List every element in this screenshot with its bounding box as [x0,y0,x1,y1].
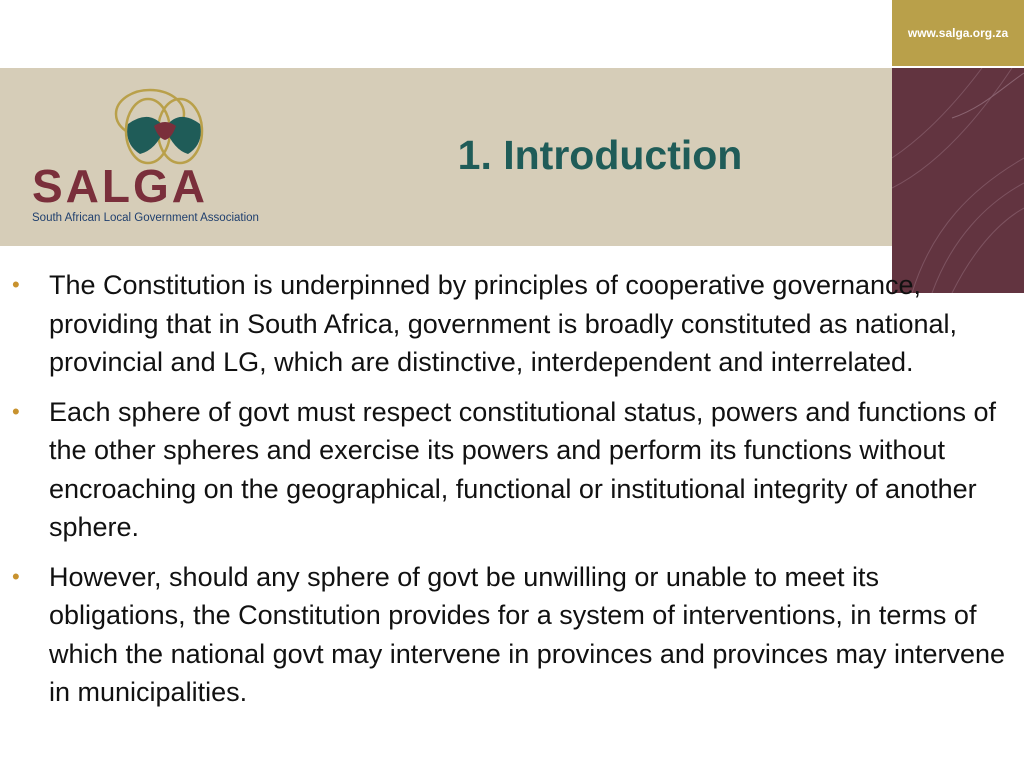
decorative-panel [892,68,1024,293]
bullet-item [12,393,1017,547]
bullet-text: However, should any sphere of govt be unwilling or unable to meet its obligations, the Constitution provides for a system of interventions, in terms of which the national govt may intervene in provinces and provinces may intervene in municipalities. [49,561,1006,707]
website-url: www.salga.org.za [907,26,1009,40]
bullet-text: Each sphere of govt must respect constitutional status, powers and functions of the other spheres and exercise its powers and perform its functions without encroaching on the geographical, functional or institutional integrity of another sphere. [49,396,997,542]
bullet-item [12,266,1017,382]
bullet-list [12,266,1017,723]
bullet-dot-icon: • [12,398,20,424]
bullet-item [12,558,1017,712]
bullet-dot-icon: • [12,563,20,589]
slide-title: 1. Introduction [457,132,743,178]
svg-text:South African Local Government: South African Local Government Association [32,212,259,224]
bullet-text: The Constitution is underpinned by principles of cooperative governance, providing that in South Africa, government is broadly constituted as national, provincial and LG, which are distinctive, interdependent and interrelated. [49,270,958,377]
salga-logo [28,88,298,233]
logo-emblem-icon [28,88,298,233]
website-url-badge [892,0,1024,66]
svg-text:SALGA: SALGA [32,160,208,212]
bullet-dot-icon: • [12,272,20,297]
wave-lines-decoration [892,68,1024,293]
